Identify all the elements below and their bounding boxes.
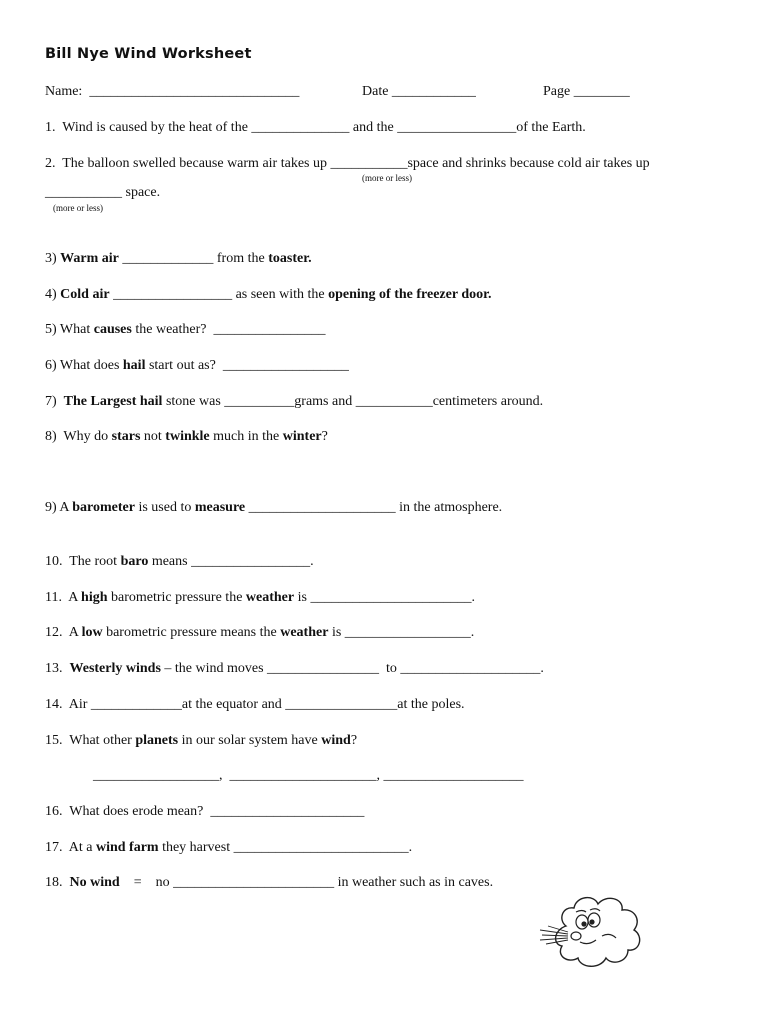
question-17: 17. At a wind farm they harvest _________________________. — [45, 840, 413, 855]
question-16: 16. What does erode mean? ______________________ — [45, 804, 365, 819]
question-2-note-2: (more or less) — [53, 203, 103, 213]
question-2-note-1: (more or less) — [362, 173, 412, 183]
question-14: 14. Air _____________at the equator and ________________at the poles. — [45, 697, 465, 712]
question-18: 18. No wind = no _______________________ in weather such as in caves. — [45, 875, 494, 890]
question-1: 1. Wind is caused by the heat of the ______________ and the _________________of the Earth. — [45, 120, 586, 135]
question-4: 4) Cold air _________________ as seen with the opening of the freezer door. — [45, 287, 492, 302]
question-3: 3) Warm air _____________ from the toaster. — [45, 251, 312, 266]
question-12: 12. A low barometric pressure means the weather is __________________. — [45, 625, 475, 640]
question-10: 10. The root baro means _________________. — [45, 554, 314, 569]
page-field: Page ________ — [543, 84, 630, 99]
question-5: 5) What causes the weather? ________________ — [45, 322, 326, 337]
question-11: 11. A high barometric pressure the weather is _______________________. — [45, 590, 475, 605]
question-7: 7) The Largest hail stone was __________grams and ___________centimeters around. — [45, 394, 544, 409]
blowing-wind-cloud-icon — [536, 890, 648, 972]
question-9: 9) A barometer is used to measure _____________________ in the atmosphere. — [45, 500, 503, 515]
question-6: 6) What does hail start out as? __________________ — [45, 358, 349, 373]
question-2-line-1: 2. The balloon swelled because warm air takes up ___________space and shrinks because cold air takes up — [45, 156, 650, 171]
question-15-blanks: __________________, _____________________, ____________________ — [93, 768, 524, 783]
question-13: 13. Westerly winds – the wind moves ________________ to ____________________. — [45, 661, 544, 676]
name-field: Name: ______________________________ — [45, 84, 300, 99]
question-15: 15. What other planets in our solar system have wind? — [45, 733, 358, 748]
date-field: Date ____________ — [362, 84, 476, 99]
question-8: 8) Why do stars not twinkle much in the winter? — [45, 429, 328, 444]
worksheet-title: Bill Nye Wind Worksheet — [45, 46, 252, 62]
question-2-line-2: ___________ space. — [45, 185, 161, 200]
